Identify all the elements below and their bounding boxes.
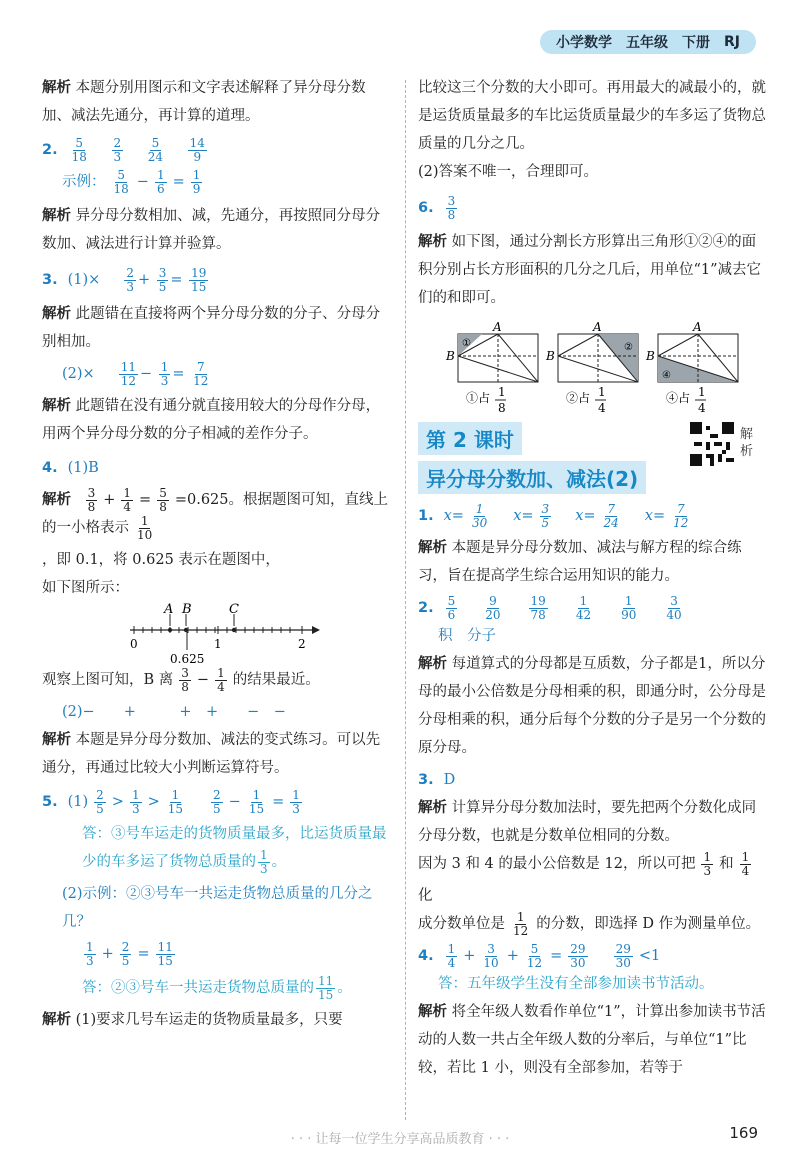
analysis-5-note: (2)答案不唯一，合理即可。 (418, 164, 599, 180)
q2-example: 示例： $\frac{5}{18}$ − $\frac{1}{6}$ = $\frac{1}{9}$ (62, 167, 201, 196)
left-column (42, 74, 392, 1034)
analysis-3b: 解析 此题错在没有通分就直接用较大的分母作分母，用两个异分母分数的分子相减的差作分子。 (42, 398, 381, 442)
page-number: 169 (729, 1124, 758, 1142)
header-grade: 五年级 (626, 35, 668, 51)
column-divider (405, 80, 406, 1120)
right-column (418, 74, 768, 1082)
analysis-4b: 解析 本题是异分母分数加、减法的变式练习。可以先通分，再通过比较大小判断运算符号。 (42, 732, 381, 776)
r2-answer: 2. $\frac{5}{6}$ $\frac{9}{20}$ $\frac{19}{78}$ $\frac{1}{42}$ $\frac{1}{90}$ $\frac{3}{40}$ (418, 593, 682, 622)
analysis-r2: 解析 每道算式的分母都是互质数，分子都是1，所以分母的最小公倍数是分母相乘的积，即通分时，公分母是分母相乘的积，通分后每个分数的分子是另一个分数的原分母。 (418, 656, 766, 756)
analysis-6: 解析 如下图，通过分割长方形算出三角形①②④的面积分别占长方形面积的几分之几后，用单位“1”减去它们的和即可。 (418, 234, 762, 306)
q4-line2: 的一小格表示 $\frac{1}{10}$ ，即 0.1，将 0.625 表示在题图中， (42, 513, 280, 568)
q4-a: 4. (1)B (42, 460, 99, 476)
q3-a: 3. (1)× $\frac{2}{3}$ + $\frac{3}{5}$ = $\frac{19}{15}$ (42, 265, 207, 294)
nl-label-c: C (229, 602, 239, 617)
svg-text:1: 1 (498, 385, 506, 399)
number-line (42, 602, 392, 666)
nl-label-b: B (182, 602, 192, 617)
q5-answer-a: 答：③号车运走的货物质量最多，比运货质量最少的车多运了货物总质量的 $\frac{1}{3}$ 。 (82, 826, 387, 876)
nl-tick-0: 0 (130, 637, 138, 651)
r3-line3: 成分数单位是 $\frac{1}{12}$ 的分数，即选择 D 作为测量单位。 (418, 909, 761, 938)
analysis-1: 解析 本题分别用图示和文字表述解释了异分母分数加、减法先通分，再计算的道理。 (42, 80, 366, 124)
analysis-r4: 解析 将全年级人数看作单位“1”，计算出参加读书节活动的人数一共占全年级人数的分率后，与单位“1”比较，若比 1 小，则没有全部参加，若等于 (418, 1004, 766, 1076)
footer-slogan: · · · 让每一位学生分享高品质教育 · · · (290, 1132, 510, 1147)
figure-2 (545, 320, 638, 382)
analysis-2: 解析 异分母分数相加、减，先通分，再按照同分母分数加、减法进行计算并验算。 (42, 208, 381, 252)
svg-text:④: ④ (662, 370, 671, 381)
svg-text:A: A (693, 320, 702, 334)
analysis-5: 解析 (1)要求几号车运走的货物质量最多，只要 (42, 1012, 343, 1028)
q5-b: (2)示例：②③号车一共运走货物总质量的几分之几？ (62, 886, 373, 930)
q5-a: 5. (1) $\frac{2}{5}$ > $\frac{1}{3}$ > $\frac{1}{15}$ $\frac{2}{5}$ − $\frac{1}{15}$ = $\frac{1}{3}$ (42, 787, 300, 816)
svg-text:①: ① (462, 338, 471, 349)
q4-analysis: 解析 $\frac{3}{8}$ + $\frac{1}{4}$ = $\frac{5}{8}$ =0.625。根据题图可知，直线上 (42, 485, 389, 514)
svg-text:4: 4 (598, 401, 606, 415)
fig-cap-1: ①占 (466, 391, 491, 405)
q3-b: (2)× $\frac{11}{12}$ − $\frac{1}{3}$ = $\frac{7}{12}$ (62, 359, 209, 388)
r4-conclusion: 答：五年级学生没有全部参加读书节活动。 (438, 976, 714, 992)
analysis-r3: 解析 计算异分母分数加法时，要先把两个分数化成同分母分数，也就是分数单位相同的分数。 (418, 800, 757, 844)
nl-label-a: A (164, 602, 174, 617)
q2-answer: 2. $\frac{5}{18}$ $\frac{2}{3}$ $\frac{5}{24}$ $\frac{14}{9}$ (42, 135, 205, 164)
svg-text:1: 1 (598, 385, 606, 399)
q5-b-calc: $\frac{1}{3}$ + $\frac{2}{5}$ = $\frac{11}{15}$ (86, 939, 173, 968)
r3-line2: 因为 3 和 4 的最小公倍数是 12，所以可把 $\frac{1}{3}$ 和 $\frac{1}{4}$ 化 (418, 849, 750, 904)
figure-1 (445, 320, 538, 382)
header-edition: RJ (724, 34, 740, 50)
lesson-title: 第 2 课时 (418, 422, 522, 455)
figure-3 (645, 320, 738, 382)
qr-label: 解析 (740, 427, 754, 459)
lesson-subtitle: 异分母分数加、减法(2) (418, 461, 646, 494)
q4-line3: 如下图所示： (42, 580, 129, 596)
analysis-3a: 解析 此题错在直接将两个异分母分数的分子、分母分别相加。 (42, 306, 381, 350)
lesson-heading (418, 422, 768, 494)
svg-text:1: 1 (698, 385, 706, 399)
rectangle-figures (418, 316, 758, 416)
qr-code-icon[interactable] (690, 422, 734, 466)
svg-text:B: B (546, 349, 555, 363)
r3-answer: 3. D (418, 772, 456, 788)
q5-answer-b: 答：②③号车一共运走货物总质量的 $\frac{11}{15}$ 。 (82, 973, 352, 1002)
nl-mark: 0.625 (170, 652, 205, 666)
header-term: 下册 (682, 35, 710, 51)
r2-words: 积 分子 (438, 628, 496, 644)
q4-observe: 观察上图可知，B 离 $\frac{3}{8}$ − $\frac{1}{4}$ 的结果最近。 (42, 665, 320, 694)
header-subject: 小学数学 (556, 35, 612, 51)
book-header (540, 30, 756, 54)
r4-answer: 4. $\frac{1}{4}$ + $\frac{3}{10}$ + $\frac{5}{12}$ = $\frac{29}{30}$ $\frac{29}{30}$ <1 (418, 941, 661, 970)
q4-b: (2)− + + + − − (62, 704, 286, 720)
svg-text:②: ② (624, 342, 633, 353)
r1-answer: 1. x= $\frac{1}{30}$ x= $\frac{3}{5}$ x= $\frac{7}{24}$ x= $\frac{7}{12}$ (418, 501, 689, 530)
svg-text:B: B (646, 349, 655, 363)
nl-tick-2: 2 (298, 637, 306, 651)
svg-text:B: B (446, 349, 455, 363)
svg-text:A: A (593, 320, 602, 334)
fig-cap-2: ②占 (566, 391, 591, 405)
analysis-r1: 解析 本题是异分母分数加、减法与解方程的综合练习，旨在提高学生综合运用知识的能力。 (418, 540, 742, 584)
svg-text:4: 4 (698, 401, 706, 415)
svg-text:A: A (493, 320, 502, 334)
nl-tick-1: 1 (214, 637, 222, 651)
analysis-5-cont: 比较这三个分数的大小即可。再用最大的减最小的，就是运货质量最多的车比运货质量最少的车多运了货物总质量的几分之几。 (418, 80, 766, 152)
fig-cap-3: ④占 (666, 391, 691, 405)
svg-text:8: 8 (498, 401, 506, 415)
q6-answer: 6. $\frac{3}{8}$ (418, 193, 456, 222)
